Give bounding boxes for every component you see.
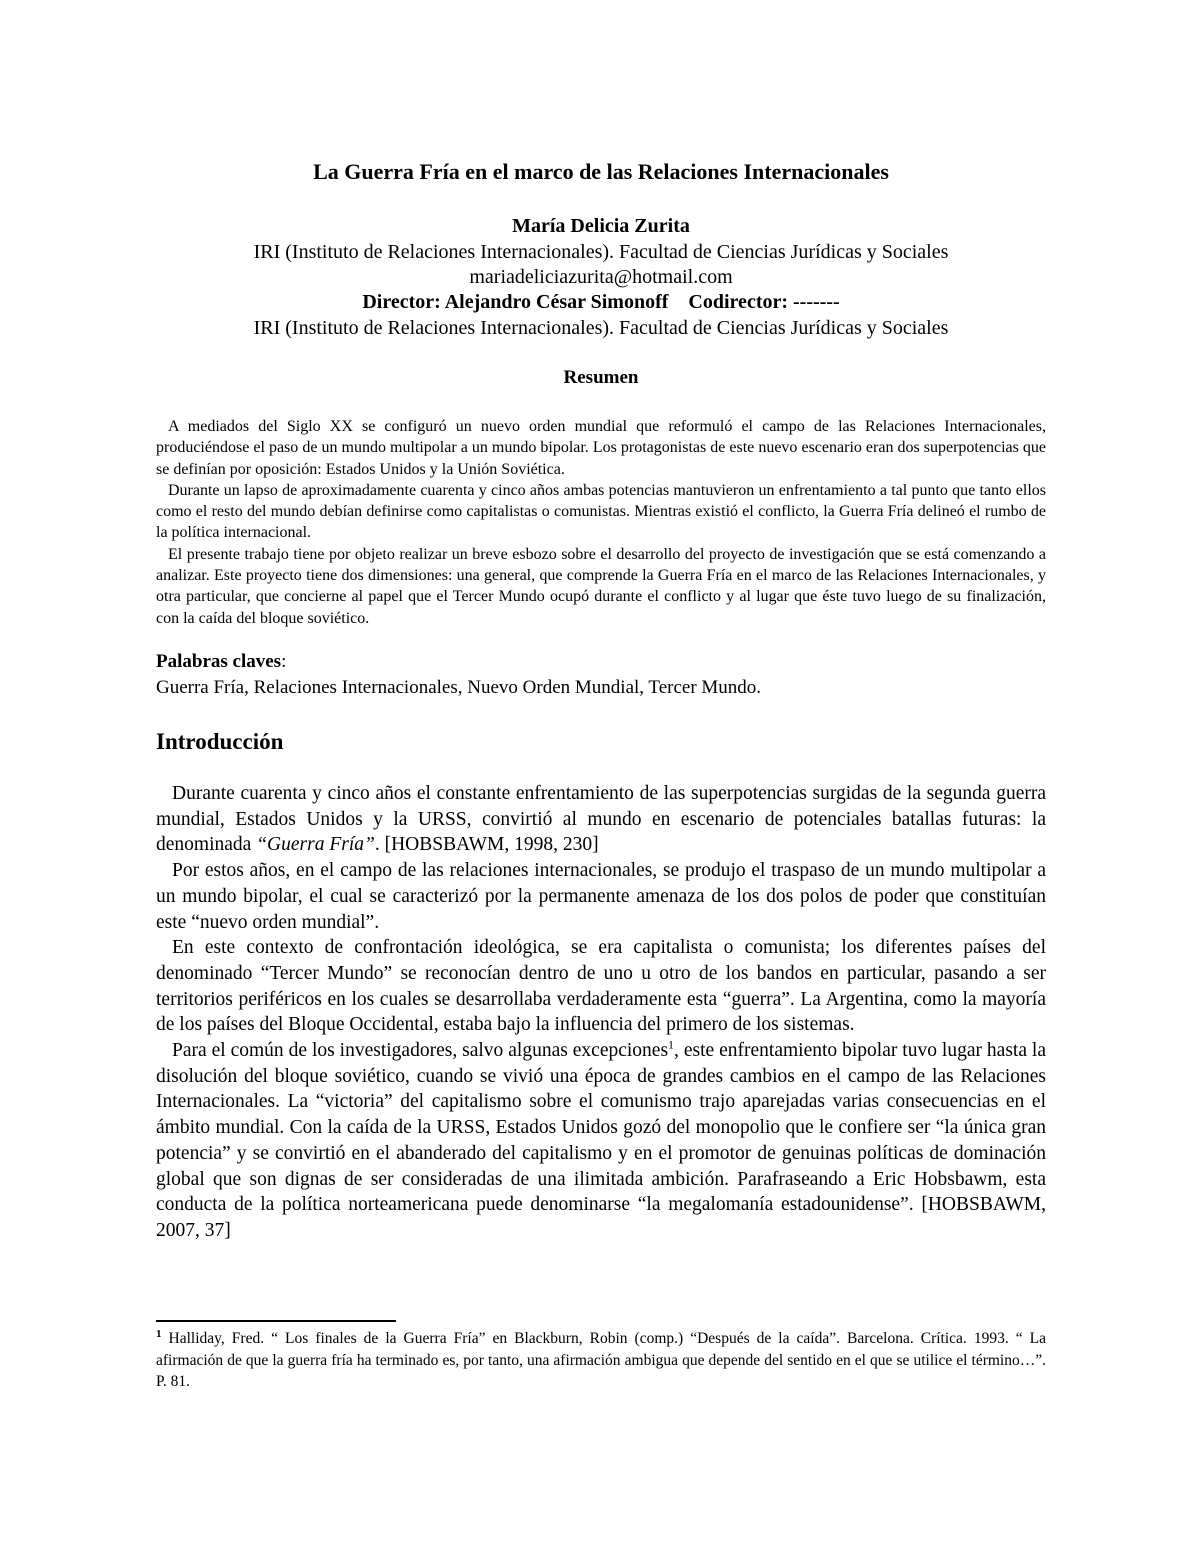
abstract-paragraph: El presente trabajo tiene por objeto realizar un breve esbozo sobre el desarrollo del proyecto de investigación que se está comenzando a analizar. Este proyecto tiene dos dimensiones: una general, que comprende la Guerra Fría en el marco de las Relaciones Internacionales, y otra particular, que concierne al papel que el Tercer Mundo ocupó durante el conflicto y al lugar que éste tuvo luego de su finalización, con la caída del bloque soviético. <box>156 545 1046 627</box>
footnote-reference[interactable]: 1 <box>668 1037 675 1052</box>
paper-title: La Guerra Fría en el marco de las Relaciones Internacionales <box>313 159 889 184</box>
codirector-name: Codirector: ------- <box>688 291 840 313</box>
director-affiliation: IRI (Instituto de Relaciones Internacionales). Facultad de Ciencias Jurídicas y Sociales <box>253 317 949 339</box>
intro-citation: . [HOBSBAWM, 1998, 230] <box>374 834 599 856</box>
intro-italic-term: “Guerra Fría” <box>256 834 375 856</box>
director-name: Director: Alejandro César Simonoff <box>362 291 669 313</box>
footnote-number: 1 <box>156 1327 162 1340</box>
keywords-text: Guerra Fría, Relaciones Internacionales, Nuevo Orden Mundial, Tercer Mundo. <box>156 677 762 698</box>
intro-text: , este enfrentamiento bipolar tuvo lugar hasta la disolución del bloque soviético, cuando se vivió una época de grandes cambios en el campo de las Relaciones Internacionales. La “victoria” del capitalismo sobre el comunismo trajo aparejadas varias consecuencias en el ámbito mundial. Con la caída de la URSS, Estados Unidos gozó del monopolio que le confiere ser “la única gran potencia” y se convirtió en el abanderado del capitalismo y en el promotor de genuinas políticas de dominación global que son dignas de ser consideradas de una ilimitada ambición. Parafraseando a Eric Hobsbawm, esta conducta de la política norteamericana puede denominarse “la megalomanía estadounidense”. [HOBSBAWM, 2007, 37] <box>156 1040 1046 1241</box>
director-line <box>156 290 1046 315</box>
author-name: María Delicia Zurita <box>512 215 690 237</box>
intro-text: Para el común de los investigadores, salvo algunas excepciones <box>172 1040 669 1062</box>
introduction-heading: Introducción <box>156 729 284 754</box>
intro-paragraph: En este contexto de confrontación ideológica, se era capitalista o comunista; los diferentes países del denominado “Tercer Mundo” se reconocían dentro de uno u otro de los bandos en particular, pasando a ser territorios periféricos en los cuales se desarrollaba verdaderamente esta “guerra”. La Argentina, como la mayoría de los países del Bloque Occidental, estaba bajo la influencia del primero de los sistemas. <box>156 937 1046 1036</box>
abstract-paragraph: Durante un lapso de aproximadamente cuarenta y cinco años ambas potencias mantuvieron un enfrentamiento a tal punto que tanto ellos como el resto del mundo debían definirse como capitalistas o comunistas. Mientras existió el conflicto, la Guerra Fría delineó el rumbo de la política internacional. <box>156 481 1046 542</box>
abstract-paragraph: A mediados del Siglo XX se configuró un nuevo orden mundial que reformuló el campo de las Relaciones Internacionales, produciéndose el paso de un mundo multipolar a un mundo bipolar. Los protagonistas de este nuevo escenario eran dos superpotencias que se definían por oposición: Estados Unidos y la Unión Soviética. <box>156 418 1046 478</box>
keywords-heading <box>156 650 286 674</box>
abstract-body <box>156 416 1046 629</box>
intro-paragraph <box>156 1038 1046 1244</box>
footnote-text: Halliday, Fred. “ Los finales de la Guerra Fría” en Blackburn, Robin (comp.) “Después de la caída”. Barcelona. Crítica. 1993. “ La afirmación de que la guerra fría ha terminado es, por tanto, una afirmación ambigua que depende del sentido en el que se utilice el término…”. P. 81. <box>156 1330 1046 1390</box>
keywords-colon: : <box>281 651 287 672</box>
intro-text: Durante cuarenta y cinco años el constante enfrentamiento de las superpotencias surgidas de la segunda guerra mundial, Estados Unidos y la URSS, convirtió al mundo en escenario de potenciales batallas futuras: la denominada <box>156 783 1046 856</box>
intro-paragraph: Por estos años, en el campo de las relaciones internacionales, se produjo el traspaso de un mundo multipolar a un mundo bipolar, el cual se caracterizó por la permanente amenaza de los dos polos de poder que constituían este “nuevo orden mundial”. <box>156 860 1046 933</box>
author-affiliation: IRI (Instituto de Relaciones Internacionales). Facultad de Ciencias Jurídicas y Sociales <box>253 241 949 263</box>
intro-paragraph <box>156 781 1046 858</box>
author-email: mariadeliciazurita@hotmail.com <box>469 266 733 288</box>
footnote-divider <box>156 1320 396 1322</box>
keywords-label: Palabras claves <box>156 651 282 672</box>
introduction-body <box>156 781 1046 1244</box>
abstract-heading: Resumen <box>563 367 639 388</box>
footnote <box>156 1328 1046 1393</box>
